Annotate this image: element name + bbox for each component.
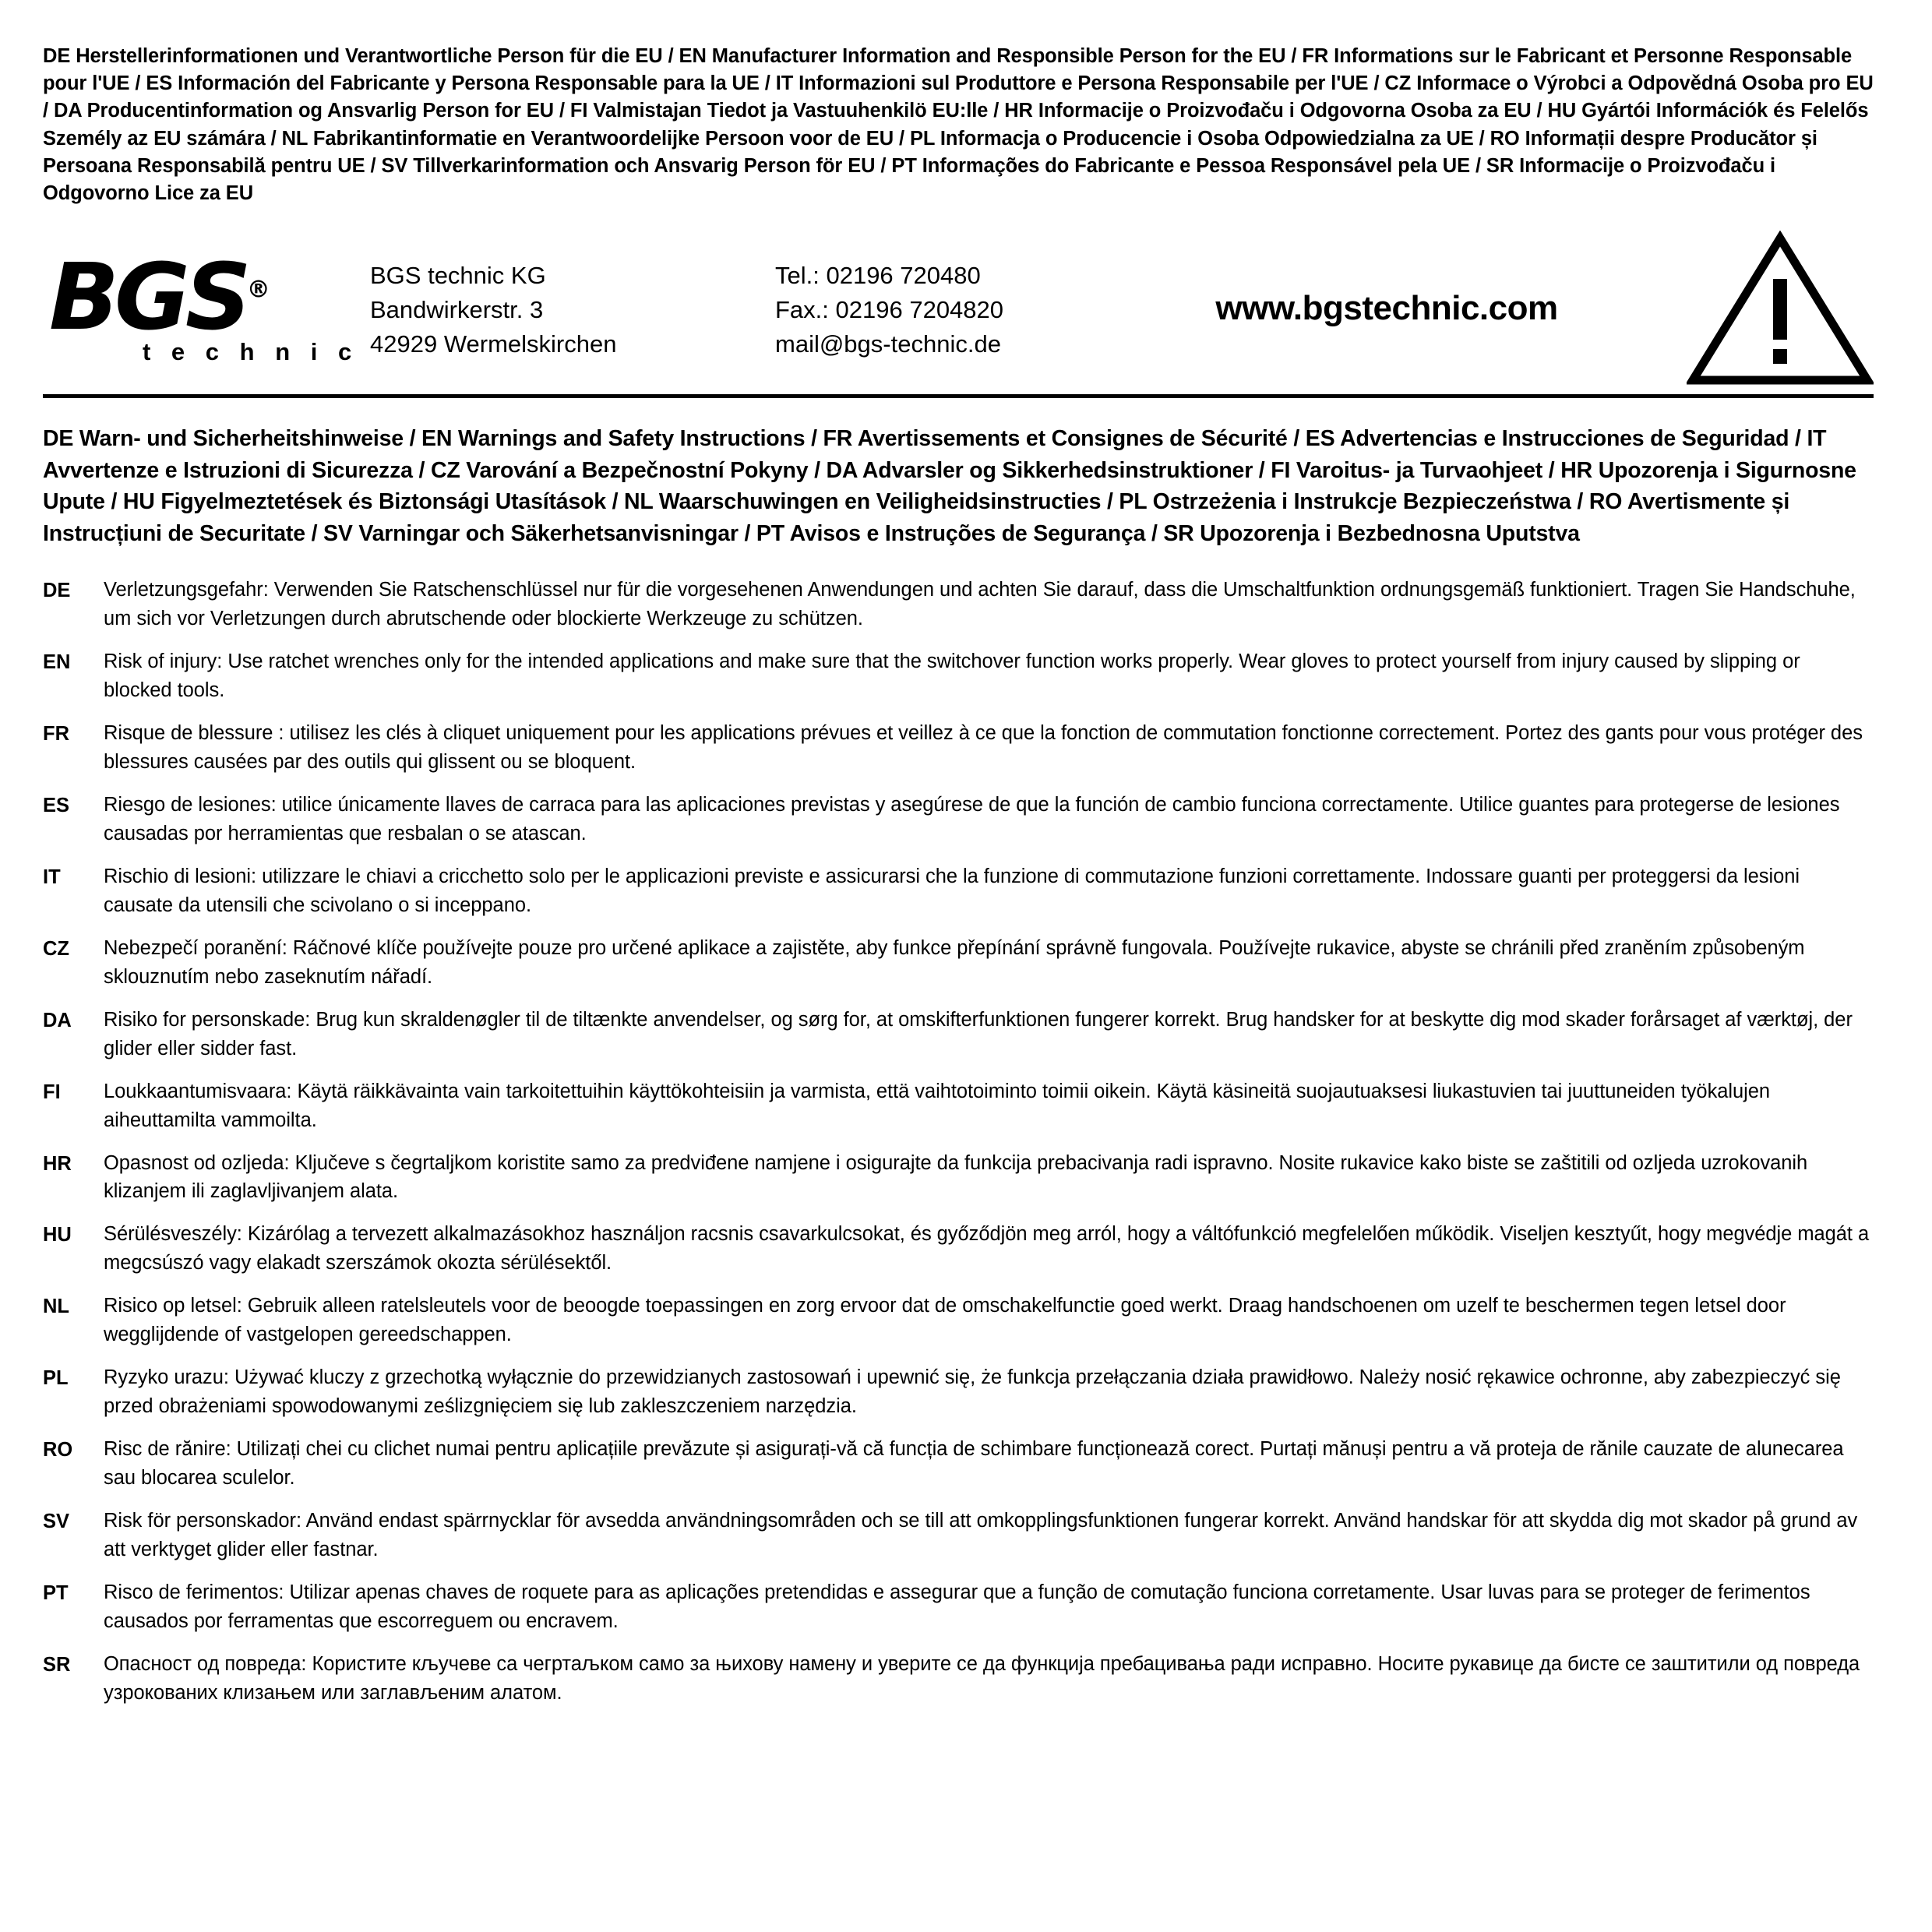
safety-section-title: DE Warn- und Sicherheitshinweise / EN Warnings and Safety Instructions / FR Avertissements et Consignes de Sécurité / ES Advertencias e Instrucciones de Seguridad / IT Avvertenze e Istruzioni di Sicurezza / CZ Varování a Bezpečnostní Pokyny / DA Advarsler og Sikkerhedsinstruktioner / FI Varoitus- ja Turvaohjeet / HR Upozorenja i Sigurnosne Upute / HU Figyelmeztetések és Biztonsági Utasítások / NL Waarschuwingen en Veiligheidsinstructies / PL Ostrzeżenia i Instrukcje Bezpieczeństwa / RO Avertismente și Instrucțiuni de Securitate / SV Varningar och Säkerhetsanvisningar / PT Avisos e Instruções de Segurança / SR Upozorenja i Bezbednosna Uputstva	[43, 426, 1856, 546]
warning-language-code: PL	[43, 1367, 69, 1390]
company-fax: Fax.: 02196 7204820	[775, 296, 1004, 324]
warning-language-code: DE	[43, 580, 71, 601]
warning-language-code: RO	[43, 1439, 73, 1461]
bgs-logo-subtext: t e c h n i c	[143, 338, 359, 366]
company-contact	[775, 256, 1133, 361]
multilingual-header-title: DE Herstellerinformationen und Verantwortliche Person für die EU / EN Manufacturer Information and Responsible Person for the EU / FR Informations sur le Fabricant et Personne Responsable pour l'UE / ES Información del Fabricante y Persona Responsable para la UE / IT Informazioni sul Produttore e Persona Responsabile per l'UE / CZ Informace o Výrobci a Odpovědná Osoba pro EU / DA Producentinformation og Ansvarlig Person for EU / FI Valmistajan Tiedot ja Vastuuhenkilö EU:lle / HR Informacije o Proizvođaču i Odgovorna Osoba za EU / HU Gyártói Információk és Felelős Személy az EU számára / NL Fabrikantinformatie en Verantwoordelijke Persoon voor de EU / PL Informacja o Producencie i Osoba Odpowiedzialna za UE / RO Informații despre Producător și Persoana Responsabilă pentru UE / SV Tillverkarinformation och Ansvarig Person för EU / PT Informações do Fabricante e Pessoa Responsável pela UE / SR Informacije o Proizvođaču i Odgovorno Lice za EU	[43, 45, 1874, 204]
warning-language-code: SR	[43, 1654, 71, 1676]
warning-language-code: FI	[43, 1081, 61, 1103]
warning-text: Ryzyko urazu: Używać kluczy z grzechotką wyłącznie do przewidzianych zastosowań i upewnić się, że funkcja przełączania działa prawidłowo. Należy nosić rękawice ochronne, aby zabezpieczyć się przed obrażeniami spowodowanymi ześlizgnięciem się lub zakleszczeniem narzędzia.	[104, 1366, 1841, 1418]
warning-language-code: DA	[43, 1009, 72, 1031]
warning-language-code: IT	[43, 866, 61, 888]
warning-row	[43, 862, 1874, 920]
warning-text: Risk of injury: Use ratchet wrenches only for the intended applications and make sure that the switchover function works properly. Wear gloves to protect yourself from injury caused by slipping or blocked tools.	[104, 650, 1800, 701]
warning-triangle-icon	[1671, 231, 1874, 386]
bgs-logo-wordmark	[49, 243, 370, 351]
warning-text: Nebezpečí poranění: Ráčnové klíče používejte pouze pro určené aplikace a zajistěte, aby funkce přepínání správně fungovala. Používejte rukavice, abyste se chránili před zraněním způsobeným sklouznutím nebo zaseknutím nářadí.	[104, 936, 1805, 988]
bgs-logo	[43, 243, 370, 366]
warning-text: Risco de ferimentos: Utilizar apenas chaves de roquete para as aplicações pretendidas e assegurar que a função de comutação funciona corretamente. Usar luvas para se proteger de ferimentos causados por ferramentas que escorreguem ou encravem.	[104, 1581, 1810, 1633]
warning-text: Risico op letsel: Gebruik alleen ratelsleutels voor de beoogde toepassingen en zorg ervoor dat de omschakelfunctie goed werkt. Draag handschoenen om uzelf te beschermen tegen letsel door wegglijdende of vastgelopen gereedschappen.	[104, 1295, 1786, 1346]
warning-row	[43, 576, 1874, 633]
warning-text: Verletzungsgefahr: Verwenden Sie Ratschenschlüssel nur für die vorgesehenen Anwendungen und achten Sie darauf, dass die Umschaltfunktion ordnungsgemäß funktioniert. Tragen Sie Handschuhe, um sich vor Verletzungen durch abrutschende oder blockierte Werkzeuge zu schützen.	[104, 579, 1856, 629]
bgs-logo-text: BGS	[49, 243, 247, 351]
company-street: Bandwirkerstr. 3	[370, 296, 544, 324]
warning-language-code: EN	[43, 650, 71, 673]
warning-text: Risk för personskador: Använd endast spärrnycklar för avsedda användningsområden och se till att omkopplingsfunktionen fungerar korrekt. Använd handskar för att skydda dig mot skador på grund av att verktyget glider eller fastnar.	[104, 1510, 1858, 1561]
warning-row	[43, 1220, 1874, 1278]
registered-trademark-icon: ®	[246, 276, 270, 304]
warning-text: Опасност од повреда: Користите кључеве са чегртаљком само за њихову намену и уверите се да функција пребацивања ради исправно. Носите рукавице да бисте се заштитили од повреда узрокованих клизањем или заглављеним алатом.	[104, 1653, 1860, 1705]
warning-text: Opasnost od ozljeda: Ključeve s čegrtaljkom koristite samo za predviđene namjene i osigurajte da funkcija prebacivanja radi ispravno. Nosite rukavice kako biste se zaštitili od ozljeda uzrokovanih klizanjem ili zaglavljivanjem alata.	[104, 1151, 1808, 1203]
warning-row	[43, 1650, 1874, 1708]
warning-language-code: CZ	[43, 937, 69, 960]
company-city: 42929 Wermelskirchen	[370, 330, 617, 358]
company-tel: Tel.: 02196 720480	[775, 262, 981, 290]
warning-row	[43, 1363, 1874, 1421]
warning-row	[43, 647, 1874, 705]
warning-text: Loukkaantumisvaara: Käytä räikkävainta vain tarkoitettuihin käyttökohteisiin ja varmista, että vaihtotoiminto toimii oikein. Käytä käsineitä suojautuaksesi liukastuvien tai juuttuneiden työkalujen aiheuttamilta vammoilta.	[104, 1080, 1771, 1131]
company-website[interactable]: www.bgstechnic.com	[1215, 289, 1558, 328]
warning-language-code: SV	[43, 1511, 70, 1533]
warning-language-code: HR	[43, 1152, 72, 1175]
warning-text: Sérülésveszély: Kizárólag a tervezett alkalmazásokhoz használjon racsnis csavarkulcsokat, és győződjön meg arról, hogy a váltófunkció megfelelően működik. Viseljen kesztyűt, hogy megvédje magát a megcsúszó vagy elakadt szerszámok okozta sérülésektől.	[104, 1223, 1870, 1274]
warning-row	[43, 719, 1874, 777]
warning-text: Risc de rănire: Utilizați chei cu clichet numai pentru aplicațiile prevăzute și asigurați-vă că funcția de schimbare funcționează corect. Purtați mănuși pentru a vă proteja de rănile cauzate de alunecarea sau blocarea sculelor.	[104, 1438, 1844, 1490]
warning-text: Rischio di lesioni: utilizzare le chiavi a cricchetto solo per le applicazioni previste e assicurarsi che la funzione di commutazione funzioni correttamente. Indossare guanti per proteggersi da lesioni causate da utensili che scivolano o si inceppano.	[104, 865, 1800, 916]
warning-row	[43, 1578, 1874, 1636]
warning-language-code: HU	[43, 1224, 72, 1246]
warning-text: Risque de blessure : utilisez les clés à cliquet uniquement pour les applications prévues et veillez à ce que la fonction de commutation fonctionne correctement. Portez des gants pour vous protéger des blessures causées par des outils qui glissent ou se bloquent.	[104, 721, 1863, 773]
company-address	[370, 256, 775, 361]
warning-row	[43, 1292, 1874, 1349]
warnings-list	[43, 576, 1874, 1708]
warning-language-code: ES	[43, 794, 70, 816]
warning-row	[43, 791, 1874, 848]
warning-language-code: NL	[43, 1296, 69, 1318]
warning-row	[43, 1435, 1874, 1493]
company-email[interactable]: mail@bgs-technic.de	[775, 330, 1001, 358]
warning-text: Risiko for personskade: Brug kun skraldenøgler til de tiltænkte anvendelser, og sørg for, at omskifterfunktionen fungerer korrekt. Brug handsker for at beskytte dig mod skader forårsaget af værktøj, der glider eller sidder fast.	[104, 1008, 1853, 1059]
warning-row	[43, 1149, 1874, 1207]
warning-row	[43, 934, 1874, 992]
warning-row	[43, 1507, 1874, 1564]
warning-text: Riesgo de lesiones: utilice únicamente llaves de carraca para las aplicaciones previstas y asegúrese de que la función de cambio funciona correctamente. Utilice guantes para protegerse de lesiones causadas por herramientas que resbalan o se atascan.	[104, 793, 1840, 844]
company-info-band	[43, 221, 1874, 398]
warning-language-code: FR	[43, 722, 69, 745]
warning-row	[43, 1006, 1874, 1063]
warning-row	[43, 1077, 1874, 1135]
warning-language-code: PT	[43, 1582, 69, 1605]
company-name: BGS technic KG	[370, 262, 546, 290]
